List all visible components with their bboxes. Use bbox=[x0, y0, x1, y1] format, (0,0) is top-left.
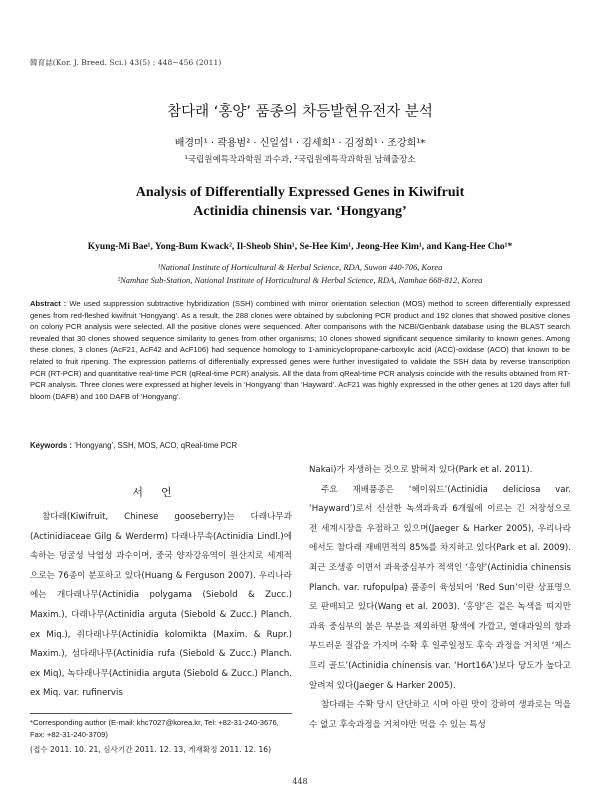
keywords-label: Keywords : bbox=[30, 441, 73, 450]
english-authors: Kyung-Mi Bae¹, Yong-Bum Kwack², Il-Sheob Shin¹, Se-Hee Kim¹, Jeong-Hee Kim¹, and Kang-Hee Cho¹* bbox=[87, 242, 513, 252]
english-title-line2: Actinidia chinensis var. ‘Hongyang’ bbox=[193, 204, 407, 219]
abstract-label: Abstract : bbox=[30, 299, 67, 308]
english-affiliation-1: ¹National Institute of Horticultural & Herbal Science, RDA, Suwon 440-706, Korea bbox=[157, 262, 443, 272]
korean-authors: 배경미¹ · 곽용범² · 신일섭¹ · 김세희¹ · 김정희¹ · 조강희¹* bbox=[174, 138, 426, 149]
footnote-divider bbox=[30, 713, 292, 714]
korean-title: 참다래 ‘홍양’ 품종의 차등발현유전자 분석 bbox=[167, 104, 433, 120]
right-column-body bbox=[309, 461, 571, 735]
english-title-line1: Analysis of Differentially Expressed Genes in Kiwifruit bbox=[135, 185, 465, 200]
intro-paragraph-1: 참다래(Kiwifruit, Chinese gooseberry)는 다래나무과(Actinidiaceae Gilg & Werderm) 다래나무속(Actinidia Lindl.)에 속하는 덩굴성 낙엽성 과수이며, 중국 양자강유역이 원산지로 세계적으로는 76종이 분포하고 있다(Huang & Ferguson 2007). 우리나라에는 개다래나무(Actinidia polygama (Siebold & Zucc.) Maxim.), 다래나무(Actinidia arguta (Siebold & Zucc.) Planch. ex Miq.), 쥐다래나무(Actinidia kolomikta (Maxim. & Rupr.) Maxim.), 섬다래나무(Actinidia rufa (Siebold & Zucc.) Planch. ex Miq), 녹다래나무(Actinidia arguta (Siebold & Zucc.) Planch. ex Miq. var. rufinervis bbox=[30, 512, 292, 699]
abstract bbox=[30, 298, 570, 402]
keywords-text: ‘Hongyang’, SSH, MOS, ACO, qReal-time PCR bbox=[74, 441, 238, 450]
intro-paragraph-continued: Nakai)가 자생하는 것으로 밝혀져 있다(Park et al. 2011). bbox=[309, 465, 533, 475]
left-column-body bbox=[30, 508, 292, 704]
section-heading-introduction: 서언 bbox=[132, 486, 190, 499]
corresponding-author-footnote: *Corresponding author (E-mail: khc7027@korea.kr, Tel: +82-31-240-3676, Fax: +82-31-240-3709) bbox=[30, 718, 279, 739]
intro-paragraph-3: 참다래는 수확 당시 단단하고 시며 아린 맛이 강하여 생과로는 먹을 수 없고 후숙과정을 거쳐야만 먹을 수 있는 특성 bbox=[309, 700, 571, 730]
korean-affiliation: ¹국립원예특작과학원 과수과, ²국립원예특작과학원 남해출장소 bbox=[184, 155, 416, 165]
page-number: 448 bbox=[292, 777, 308, 786]
journal-citation: 韓育誌(Kor. J. Breed. Sci.) 43(5) : 448~456 (2011) bbox=[30, 58, 222, 67]
received-dates-footnote: (접수 2011. 10. 21, 심사기간 2011. 12. 13, 게재확정 2011. 12. 16) bbox=[30, 745, 272, 754]
english-affiliation-2: ²Namhae Sub-Station, National Institute of Horticultural & Herbal Science, RDA, Namhae 668-812, Korea bbox=[117, 275, 483, 285]
intro-paragraph-2: 주요 재배품종은 ‘헤이워드’(Actinidia deliciosa var. ‘Hayward’)로서 신선한 녹색과육과 6개월에 이르는 긴 저장성으로 전 세계시장을 우점하고 있으며(Jaeger & Harker 2005), 우리나라에서도 참다래 재배면적의 85%를 차지하고 있다(Park et al. 2009). 최근 조생종 이면서 과육중심부가 적색인 ‘홍양’(Actinidia chinensis Planch. var. rufopulpa) 품종이 육성되어 ‘Red Sun’이란 상표명으로 판매되고 있다(Wang et al. 2003). ‘홍양’은 겉은 녹색을 띠지만 과육 중심부의 붉은 부분을 제외하면 황색에 가깝고, 열대과일의 향과 부드러운 질감을 가지며 수확 후 일주일정도 후숙 과정을 거치면 ‘제스프리 골드’(Actinidia chinensis var. ‘Hort16A’)보다 당도가 높다고 알려져 있다(Jaeger & Harker 2005). bbox=[309, 484, 571, 691]
abstract-text: We used suppression subtractive hybridization (SSH) combined with mirror orientation selection (MOS) method to screen differentially expressed genes from red-fleshed kiwifruit ‘Hongyang’. As a result, the 288 clones were obtained by subcloning PCR product and 192 clones that showed positive clones on colony PCR analysis were selected. All the positive clones were sequenced. After comparisons with the NCBI/Genbank database using the BLAST search revealed that 30 clones showed sequence similarity to genes from other organisms; 10 clones showed significant sequence similarity to known genes. Among these clones, 3 clones (AcF21, AcF42 and AcF106) had sequence homology to 1-aminicyclopropane-carboxylic acid (ACC)-oxidase (ACO) that known to be related to fruit ripening. The expression patterns of differentially expressed genes were further investigated to validate the SSH data by reverse transcription PCR (RT-PCR) and quantitative real-time PCR (qReal-time PCR) analysis. All the data from qReal-time PCR analysis coincide with the results obtained from RT-PCR analysis. Three clones were expressed at higher levels in ‘Hongyang’ than ‘Hayward’. AcF21 was highly expressed in the other genes at 120 days after full bloom (DAFB) and 160 DAFB of ‘Hongyang’. bbox=[30, 299, 570, 401]
keywords bbox=[30, 441, 237, 450]
